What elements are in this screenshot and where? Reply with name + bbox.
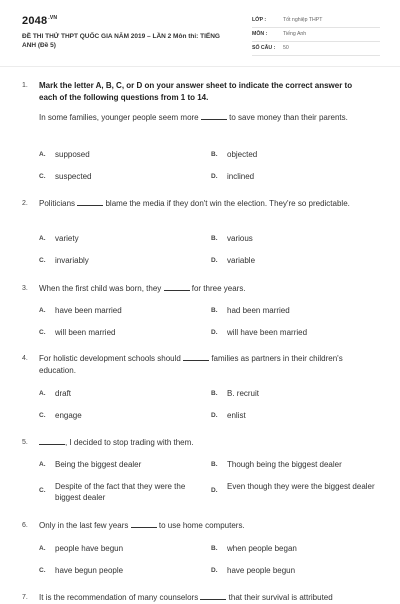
meta-class — [252, 13, 380, 28]
meta-count-label: SỐ CÂU : — [252, 45, 276, 51]
question-text: It is the recommendation of many counselors that their survival is attributed — [39, 593, 333, 602]
question-number: 3. — [22, 285, 28, 292]
answer-blank — [183, 360, 209, 361]
question-number: 4. — [22, 355, 28, 362]
question-instruction: Mark the letter A, B, C, or D on your answer sheet to indicate the correct answer to each of the following questions from 1 to 14. — [39, 81, 353, 102]
answer-blank — [164, 290, 190, 291]
exam-page: $2048^{.VN}$ ĐỀ THI THỬ THPT QUỐC GIA NĂM 2019 – LẦN 2 Môn thi: TIẾNG ANH (Đề 5) LỚP : Tốt nghiệp THPT MÔN : Tiếng Anh SỐ CÂU : 50 1. Mark the letter A, B, C, or D on your answer sheet to indicate the correct answer to each of the following questions from 1 to 14. In some families, younger people seem more to save money than their parents. A. supposed B. objected C. suspected D. inclined 2. Politicians blame the media if they don't win the election. They're so predictable. A. variety B. various C. invariably D. variable 3. When the first child was born, they for three years. A. have been married B. had been married C. will been married D. will have been married 4. For holistic development schools should families as partners in their children's education. A. draft B. B. recruit C. engage D. enlist 5. , I decided to stop trading with them. A. Being the biggest dealer B. Though being the biggest dealer C. Despite of the fact that they were the biggest dealer D. Even though they were the biggest dealer 6. Only in the last few years to use home computers. A. people have begun B. when people began C. have begun people D. have people begun 7. It is the recommendation of many counselors that their survival is attributed — [0, 0, 400, 600]
question-number: 5. — [22, 439, 28, 446]
question-number: 2. — [22, 200, 28, 207]
meta-class-value: Tốt nghiệp THPT — [283, 17, 323, 23]
question-text: In some families, younger people seem more to save money than their parents. — [39, 113, 348, 122]
answer-blank — [77, 205, 103, 206]
question-text: Only in the last few years to use home computers. — [39, 521, 245, 530]
answer-blank — [39, 444, 65, 445]
meta-count-value: 50 — [283, 45, 289, 51]
question-text: For holistic development schools should families as partners in their children's education. — [39, 354, 343, 375]
question-number: 1. — [22, 82, 28, 89]
meta-subject-label: MÔN : — [252, 31, 268, 37]
meta-count — [252, 41, 380, 56]
question-text: Politicians blame the media if they don't win the election. They're so predictable. — [39, 199, 350, 208]
answer-blank — [201, 119, 227, 120]
question-number: 7. — [22, 594, 28, 601]
header-divider — [0, 66, 400, 67]
meta-subject — [252, 27, 380, 42]
meta-subject-value: Tiếng Anh — [283, 31, 307, 37]
exam-title: ĐỀ THI THỬ THPT QUỐC GIA NĂM 2019 – LẦN 2 Môn thi: TIẾNG ANH (Đề 5) — [22, 33, 220, 49]
exam-header — [0, 0, 400, 63]
question-text: , I decided to stop trading with them. — [39, 437, 369, 449]
answer-blank — [131, 527, 157, 528]
question-number: 6. — [22, 522, 28, 529]
meta-class-label: LỚP : — [252, 17, 267, 23]
question-text: When the first child was born, they for three years. — [39, 284, 246, 293]
site-logo[interactable]: $2048^{.VN}$ — [22, 15, 58, 27]
